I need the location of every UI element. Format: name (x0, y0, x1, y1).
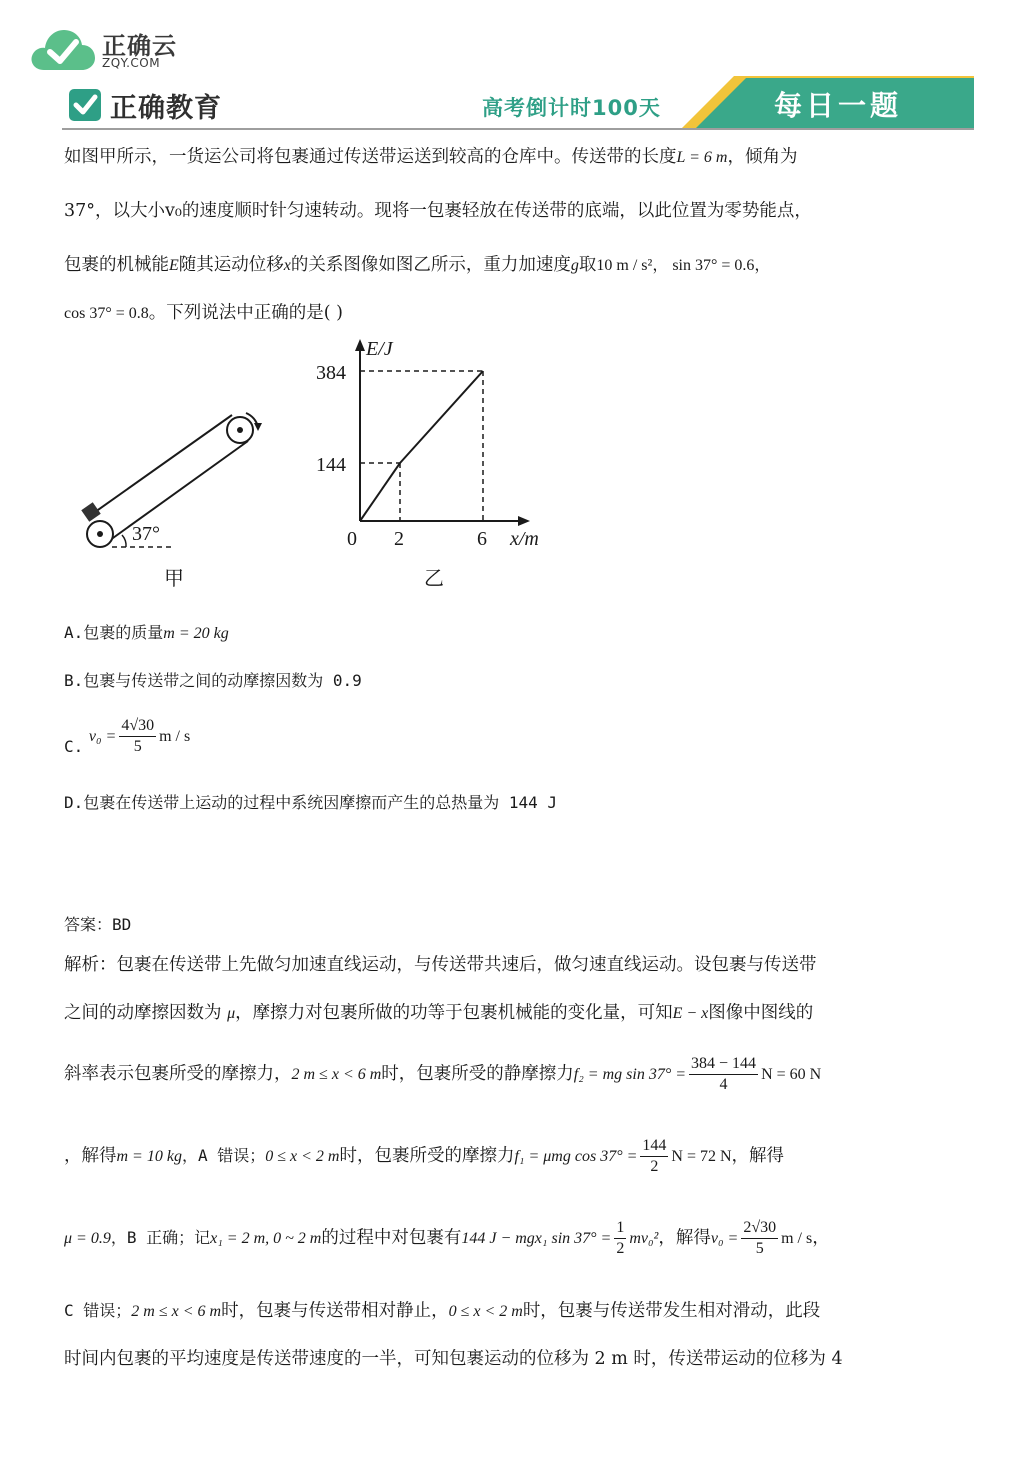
edu-title: 正确教育 (110, 93, 222, 124)
question-line-2: 37°，以大小v₀的速度顺时针匀速转动。现将一包裹轻放在传送带的底端，以此位置为零势能点， (64, 201, 812, 221)
question-line-3: 包裹的机械能E随其运动位移x的关系图像如图乙所示，重力加速度g取10 m / s²， sin 37° = 0.6， (64, 255, 771, 275)
figure-yi-label: 乙 (424, 566, 444, 590)
header-divider (62, 128, 974, 130)
brand-domain: ZQY.COM (102, 56, 161, 70)
angle-label: 37° (132, 523, 160, 545)
figure-jia-label: 甲 (164, 566, 184, 590)
option-b: B.包裹与传送带之间的动摩擦因数为 0.9 (64, 671, 362, 690)
x-tick-0: 0 (347, 528, 357, 550)
fraction: $\frac{384 - 144}{4}$ (691, 1055, 757, 1093)
analysis-line-3: 斜率表示包裹所受的摩擦力，2 m ≤ x < 6 m时，包裹所受的静摩擦力f₂ = mg sin 37° = $\frac{384 - 144}{4}$ N = 60 N (64, 1055, 822, 1093)
question-line-1: 如图甲所示，一货运公司将包裹通过传送带运送到较高的仓库中。传送带的长度L = 6 m，倾角为 (64, 147, 798, 167)
fraction: $\frac{2√30}{5}$ (743, 1219, 777, 1257)
countdown-text: 高考倒计时100天 (482, 96, 661, 120)
question-figure (60, 335, 580, 595)
parcel-box (81, 502, 100, 521)
header-bar (62, 76, 974, 132)
fraction: $\frac{1}{2}$ (616, 1219, 625, 1257)
x-tick-6: 6 (477, 528, 487, 550)
checkbox-icon (68, 88, 102, 122)
y-tick-384: 384 (316, 362, 346, 384)
analysis-line-6: C 错误；2 m ≤ x < 6 m时，包裹与传送带相对静止，0 ≤ x < 2 m时，包裹与传送带发生相对滑动，此段 (64, 1301, 821, 1321)
y-axis-label: E/J (366, 338, 393, 360)
y-tick-144: 144 (316, 454, 346, 476)
x-tick-2: 2 (394, 528, 404, 550)
fraction: $\frac{144}{2}$ (642, 1137, 667, 1175)
answer-line: 答案：BD (64, 915, 132, 934)
analysis-line-1: 解析：包裹在传送带上先做匀加速直线运动，与传送带共速后，做匀速直线运动。设包裹与传送带 (64, 955, 817, 975)
analysis-line-7: 时间内包裹的平均速度是传送带速度的一半，可知包裹运动的位移为 2 m 时，传送带运动的位移为 4 (64, 1349, 843, 1369)
analysis-line-4: ，解得m = 10 kg，A 错误；0 ≤ x < 2 m时，包裹所受的摩擦力f₁ = μmg cos 37° = $\frac{144}{2}$ N = 72 N，解得 (64, 1137, 785, 1175)
x-axis-label: x/m (510, 528, 539, 550)
banner-title: 每日一题 (774, 89, 903, 122)
analysis-line-5: μ = 0.9，B 正确；记x₁ = 2 m, 0 ~ 2 m的过程中对包裹有144 J − mgx₁ sin 37° = $\frac{1}{2}$ mv₀²，解得v₀ = $\frac{2√30}{5}$ m / s， (64, 1219, 830, 1257)
brand-name: 正确云 (102, 32, 177, 60)
analysis-line-2: 之间的动摩擦因数为 μ，摩擦力对包裹所做的功等于包裹机械能的变化量，可知E − x图像中图线的 (64, 1003, 814, 1023)
energy-graph (316, 338, 539, 590)
option-a: A.包裹的质量m = 20 kg (64, 623, 229, 642)
cloud-check-icon (30, 26, 96, 72)
option-d: D.包裹在传送带上运动的过程中系统因摩擦而产生的总热量为 144 J (64, 793, 558, 812)
question-line-4: cos 37° = 0.8。下列说法中正确的是( ) (64, 303, 343, 323)
conveyor-diagram (81, 413, 262, 590)
graph-segment-2 (400, 371, 483, 463)
zqy-logo (30, 24, 230, 74)
fraction: $\frac{4√30}{5}$ (121, 717, 155, 755)
option-c: C. v₀ = $\frac{4√30}{5}$ m / s (64, 717, 191, 756)
graph-segment-1 (360, 463, 400, 521)
